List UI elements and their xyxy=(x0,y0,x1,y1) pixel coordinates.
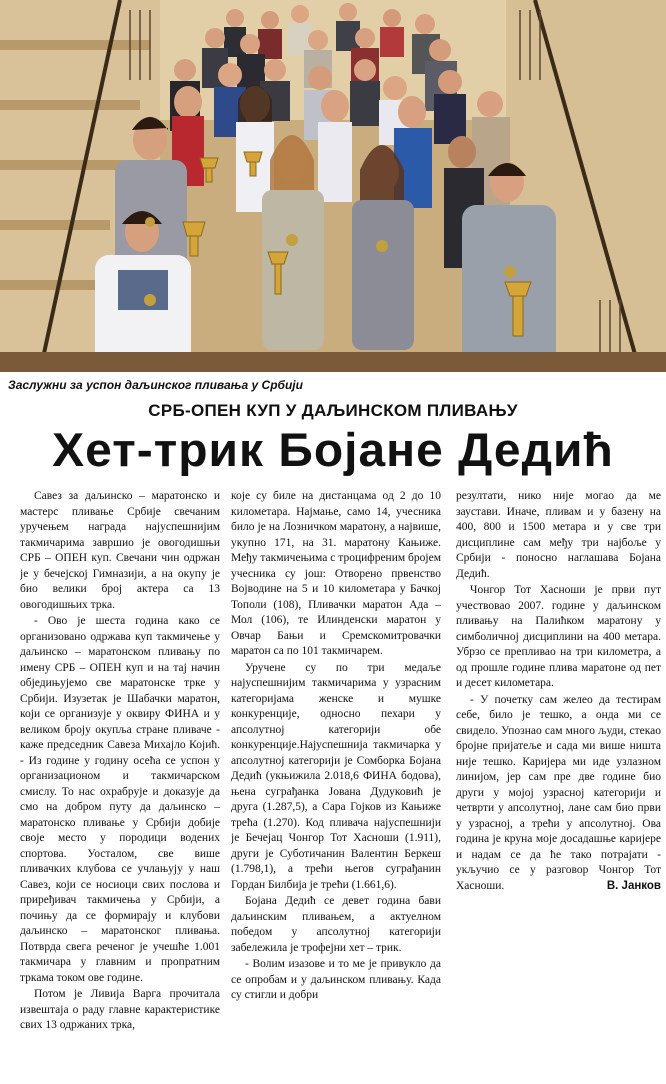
paragraph: - Ово је шеста година како се организовано одржава куп такмичење у даљинско – маратонском пливању по имену СРБ – ОПЕН куп и на тај начин обједињујемо све маратонске трке у Србији. Изузетак је Шабачки маратон, који се организује у оквиру ФИНА и у великом броју окупља стране пливаче - каже председник Савеза Михајло Којић. - Из године у годину осећа се успон у организационом и такмичарском смислу. То нас охрабрује и доказује да смо на добром путу да даљинско – маратонско пливање у Србији добије своје место у породици водених спортова. Уосталом, све више пливачких клубова се учлањују у наш Савез, који се носиоци свих послова и приређивач такмичења у Србији, а почињу да се формирају и клубови даљинско – маратонског пливања. Потврда свега реченог је учешће 1.001 такмичара у главним и пропратним тркама током ове године. xyxy=(20,615,220,984)
paragraph xyxy=(456,693,661,895)
paragraph: Уручене су по три медаље најуспешнијим такмичарима у узрасним категоријама женске и мушке конкуренције, односно пехари у апсолутној категорији обе конкуренције.Најуспешнија такмичарка у апсолутној категорији је Сомборка Бојана Дедић (укњижила 2.018,6 ФИНА бодова), њена суграђанка Јована Дудуковић је друга (1.287,5), а Сара Гојков из Кањиже трећа (1.270). Код пливача најуспешнији је Бечејац Чонгор Тот Хасноши (1.911), други је Суботичанин Валентин Беркеш (1.798,1), а трећи његов суграђанин Гордан Билбија је трећи (1.661,6). xyxy=(231,661,441,891)
article-column-3 xyxy=(456,489,661,1079)
paragraph: - Волим изазове и то ме је привукло да се опробам и у даљинском пливању. Када су стигли и добри xyxy=(231,958,441,1001)
paragraph: резултати, нико није могао да ме заустави. Иначе, пливам и у базену на 400, 800 и 1500 метара и у све три дисциплине сам међу три најбоље у Србији - поносно наглашава Бојана Дедић. xyxy=(456,490,661,580)
paragraph-text: - У почетку сам желео да тестирам себе, било је тешко, а онда ми се свидело. Упознао сам много људи, стекао бројне пријатеље и сада ми више ништа није тешко. Каријера ми иде узлазном линијом, јер сам пре две године био други у мојој узрасној категорији и четврти у апсолутној, лане сам био први у узрасној, а трећи у апсолутној. Ова година је круна моје досадашње каријере и надам се да ће тако потрајати - укључио се у разговор Чонгор Тот Хасноши. xyxy=(456,693,661,892)
article-column-2 xyxy=(231,489,441,1079)
group-photo xyxy=(0,0,666,372)
photo-illustration xyxy=(0,0,666,372)
paragraph: Чонгор Тот Хасноши је први пут учествовао 2007. године у даљинском пливању на Палићком маратону у симболичној дисциплини на 400 метара. Убрзо се препливао на три километра, а од прошле године плива маратоне од пет и десет километара. xyxy=(456,584,661,689)
article-column-1 xyxy=(20,489,220,1079)
paragraph: које су биле на дистанцама од 2 до 10 километара. Најмање, само 14, учесника било је на Лозничком маратону, а највише, укупно 171, на 31. маратону Кањиже. Међу такмичењима с троцифреним бројем учесника су још: Отворено првенство Војводине на 5 и 10 километара у Бачкој Тополи (108), Пливачки маратон Ада – Мол (106), те Илинденски маратон у Овчар Бањи и Сремскомитровачки маратон са по 101 такмичарем. xyxy=(231,490,441,657)
kicker: СРБ-ОПЕН КУП У ДАЉИНСКОМ ПЛИВАЊУ xyxy=(148,401,518,420)
author-byline: В. Јанков xyxy=(606,879,661,892)
paragraph: Бојана Дедић се девет година бави даљинским пливањем, а актуелном победом у апсолутној категорији забележила је трофејни хет – трик. xyxy=(231,895,441,954)
photo-caption: Заслужни за успон даљинског пливања у Србији xyxy=(8,378,303,392)
paragraph: Потом је Ливија Варга прочитала извештаја о раду главне карактеристике свих 13 одржаних трка, xyxy=(20,988,220,1031)
headline: Хет-трик Бојане Дедић xyxy=(52,423,614,476)
paragraph: Савез за даљинско – маратонско и мастерс пливање Србије свечаним уручењем награда најуспешнијим такмичарима завршио је овогодишњи СРБ – ОПЕН куп. Свечани чин одржан је у бечејској Гимназији, а на окупу је био велики број актера са 13 овогодишњих трка. xyxy=(20,490,220,611)
